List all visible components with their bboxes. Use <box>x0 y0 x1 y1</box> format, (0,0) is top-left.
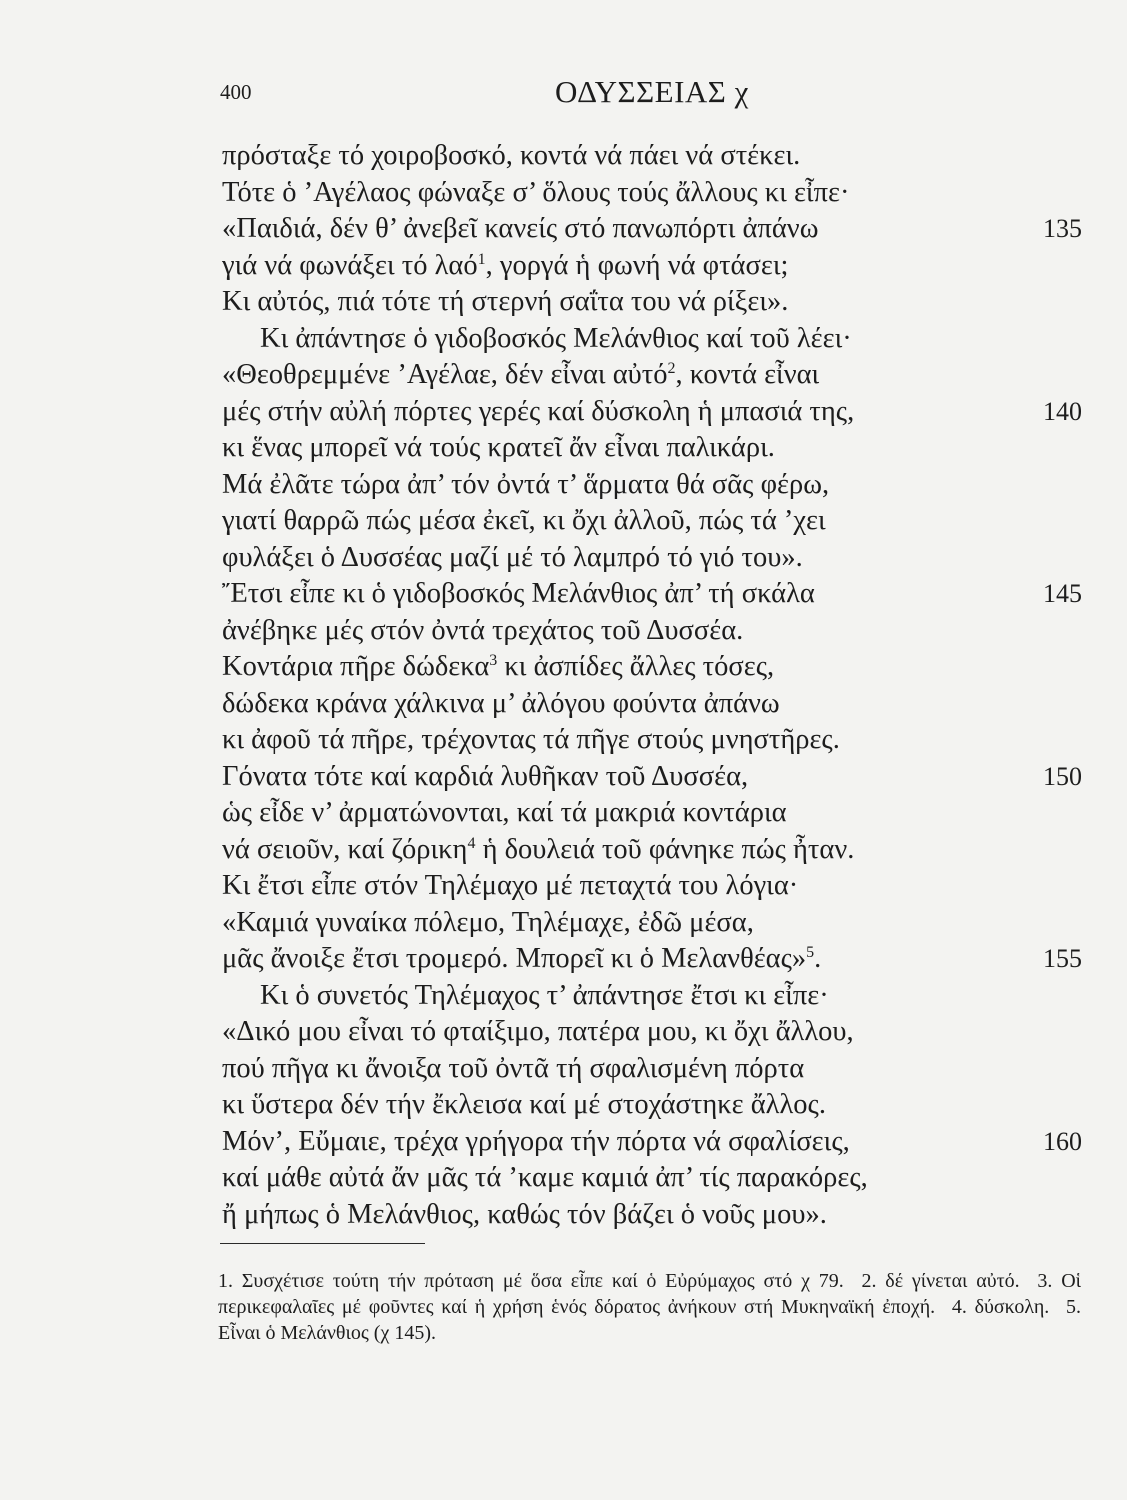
verse-text: καί μάθε αὐτά ἄν μᾶς τά ’καμε καμιά ἀπ’ τίς παρακόρες, <box>222 1162 868 1193</box>
line-number: 150 <box>1043 761 1082 791</box>
footnote-marker: 1 <box>477 250 486 268</box>
footnote-marker: 3 <box>489 652 498 669</box>
footnote-rule <box>220 1243 425 1244</box>
line-number: 135 <box>1043 214 1082 243</box>
verse-line <box>0 540 1127 577</box>
footnote-3: 3. Οἱ περικεφαλαῖες μέ φοῦντες καί ἡ χρήση ἑνός δόρατος ἀνήκουν στή Μυκηναϊκή ἐποχή. <box>218 1270 1082 1318</box>
verse-line <box>0 795 1127 832</box>
verse-line <box>0 649 1127 686</box>
verse-line <box>0 759 1127 796</box>
verse-line <box>0 1014 1127 1051</box>
verse-text: Ἔτσι εἶπε κι ὁ γιδοβοσκός Μελάνθιος ἀπ’ τή σκάλα <box>222 578 815 609</box>
verse-line <box>0 1087 1127 1124</box>
verse-line <box>0 1051 1127 1088</box>
verse-text: κι ἀφοῦ τά πῆρε, τρέχοντας τά πῆγε στούς μνηστῆρες. <box>222 724 840 755</box>
page-number: 400 <box>220 80 252 104</box>
verse-line <box>0 430 1127 467</box>
verse-line <box>0 1124 1127 1161</box>
footnotes <box>218 1268 1081 1346</box>
verse-text: μᾶς ἄνοιξε ἔτσι τρομερό. Μπορεῖ κι ὁ Μελανθέας»$^5$. <box>222 943 822 974</box>
verse-text: πρόσταξε τό χοιροβοσκό, κοντά νά πάει νά στέκει. <box>222 140 801 171</box>
footnote-4: 4. δύσκολη. <box>951 1296 1050 1318</box>
verse-line <box>0 138 1127 175</box>
verse-line <box>0 832 1127 869</box>
verse-text: Κοντάρια πῆρε δώδεκα$^3$ κι ἀσπίδες ἄλλες τόσες, <box>222 651 775 682</box>
verse-text: κι ὕστερα δέν τήν ἔκλεισα καί μέ στοχάστηκε ἄλλος. <box>222 1089 826 1120</box>
verse-line <box>0 722 1127 759</box>
footnote-marker: 5 <box>806 944 815 961</box>
verse-line <box>0 576 1127 613</box>
verse-text: κι ἕνας μπορεῖ νά τούς κρατεῖ ἄν εἶναι παλικάρι. <box>222 432 775 463</box>
footnote-2: 2. δέ γίνεται αὐτό. <box>861 1270 1020 1292</box>
verse-text: Μά ἐλᾶτε τώρα ἀπ’ τόν ὀντά τ’ ἅρματα θά σᾶς φέρω, <box>222 468 830 500</box>
verse-line <box>0 321 1127 358</box>
poem-text <box>0 138 1127 1233</box>
verse-text: Μόν’, Εὔμαιε, τρέχα γρήγορα τήν πόρτα νά σφαλίσεις, <box>222 1125 850 1157</box>
verse-line <box>0 686 1127 723</box>
page-header <box>0 72 1127 122</box>
verse-text: γιά νά φωνάξει τό λαό$^1$, γοργά ἡ φωνή νά φτάσει; <box>222 249 789 281</box>
verse-text: Γόνατα τότε καί καρδιά λυθῆκαν τοῦ Δυσσέα, <box>222 760 749 792</box>
verse-text: Κι ἔτσι εἶπε στόν Τηλέμαχο μέ πεταχτά του λόγια· <box>222 870 799 901</box>
line-number: 160 <box>1043 1126 1082 1156</box>
line-number: 145 <box>1043 579 1082 608</box>
verse-text: ἀνέβηκε μές στόν ὀντά τρεχάτος τοῦ Δυσσέα. <box>222 614 744 646</box>
verse-text: ὡς εἶδε ν’ ἀρματώνονται, καί τά μακριά κοντάρια <box>222 797 787 828</box>
verse-text: «Δικό μου εἶναι τό φταίξιμο, πατέρα μου, κι ὄχι ἄλλου, <box>222 1016 854 1047</box>
verse-line <box>0 248 1127 285</box>
verse-text: «Παιδιά, δέν θ’ ἀνεβεῖ κανείς στό πανωπόρτι ἀπάνω <box>222 213 819 244</box>
verse-line <box>0 978 1127 1015</box>
running-title: ΟΔΥΣΣΕΙΑΣ χ <box>555 74 749 109</box>
verse-text: φυλάξει ὁ Δυσσέας μαζί μέ τό λαμπρό τό γιό του». <box>222 541 803 573</box>
footnote-marker: 2 <box>667 360 676 377</box>
verse-text: Τότε ὁ ’Αγέλαος φώναξε σ’ ὅλους τούς ἄλλους κι εἶπε· <box>222 176 850 208</box>
verse-text: Κι ὁ συνετός Τηλέμαχος τ’ ἀπάντησε ἔτσι κι εἶπε· <box>260 979 829 1011</box>
verse-line <box>0 613 1127 650</box>
verse-text: Κι ἀπάντησε ὁ γιδοβοσκός Μελάνθιος καί τοῦ λέει· <box>260 322 852 354</box>
verse-line <box>0 1160 1127 1197</box>
verse-line <box>0 467 1127 504</box>
line-number: 140 <box>1043 396 1082 426</box>
verse-line <box>0 941 1127 978</box>
verse-line <box>0 211 1127 248</box>
verse-text: ἤ μήπως ὁ Μελάνθιος, καθώς τόν βάζει ὁ νοῦς μου». <box>222 1198 827 1230</box>
verse-text: «Καμιά γυναίκα πόλεμο, Τηλέμαχε, ἐδῶ μέσα, <box>222 906 754 938</box>
verse-line <box>0 175 1127 212</box>
verse-text: νά σειοῦν, καί ζόρικη$^4$ ἡ δουλειά τοῦ φάνηκε πώς ἦταν. <box>222 833 855 865</box>
verse-text: πού πῆγα κι ἄνοιξα τοῦ ὀντᾶ τή σφαλισμένη πόρτα <box>222 1052 805 1084</box>
verse-line <box>0 394 1127 431</box>
verse-text: μές στήν αὐλή πόρτες γερές καί δύσκολη ἡ μπασιά της, <box>222 395 855 427</box>
verse-text: γιατί θαρρῶ πώς μέσα ἐκεῖ, κι ὄχι ἀλλοῦ, πώς τά ’χει <box>222 505 826 536</box>
footnote-marker: 4 <box>467 834 476 852</box>
verse-text: Κι αὐτός, πιά τότε τή στερνή σαΐτα του νά ρίξει». <box>222 286 789 317</box>
verse-text: «Θεοθρεμμένε ’Αγέλαε, δέν εἶναι αὐτό$^2$, κοντά εἶναι <box>222 359 820 390</box>
verse-text: δώδεκα κράνα χάλκινα μ’ ἀλόγου φούντα ἀπάνω <box>222 687 780 719</box>
line-number: 155 <box>1043 944 1082 973</box>
verse-line <box>0 905 1127 942</box>
footnote-5: 5. Εἶναι ὁ Μελάνθιος (χ 145). <box>218 1296 1082 1344</box>
verse-line <box>0 357 1127 394</box>
footnote-1: 1. Συσχέτισε τούτη τήν πρόταση μέ ὅσα εἶπε καί ὁ Εὐρύμαχος στό χ 79. <box>218 1270 844 1292</box>
verse-line <box>0 503 1127 540</box>
verse-line <box>0 284 1127 321</box>
verse-line <box>0 868 1127 905</box>
verse-line <box>0 1197 1127 1234</box>
